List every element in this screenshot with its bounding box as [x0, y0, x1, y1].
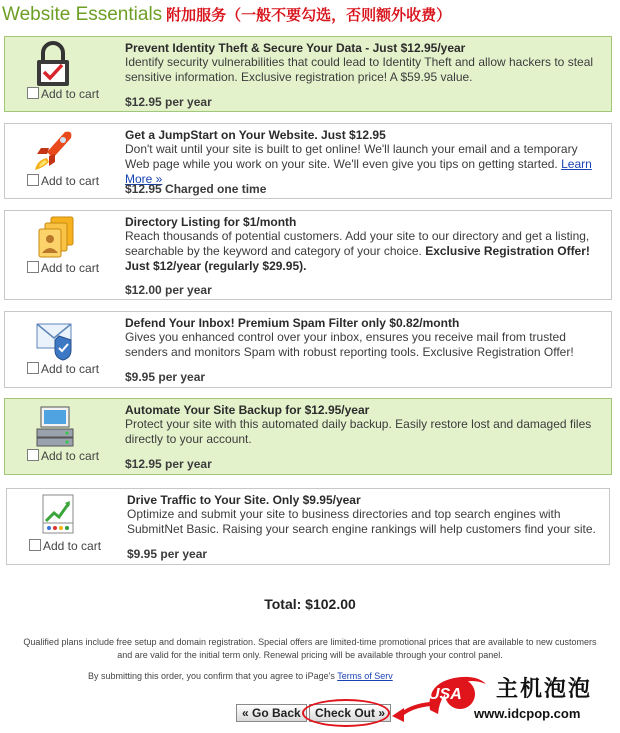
checkbox-box[interactable] — [29, 539, 41, 551]
addon-title: Prevent Identity Theft & Secure Your Data - Just $12.95/year — [125, 41, 466, 55]
traffic-chart-icon — [27, 493, 83, 539]
checkout-highlight-circle — [302, 699, 390, 727]
order-total: Total: $102.00 — [264, 596, 356, 612]
addon-jumpstart — [4, 123, 612, 199]
addon-security — [4, 36, 612, 112]
security-lock-icon — [25, 41, 81, 87]
checkbox-box[interactable] — [27, 362, 39, 374]
rocket-icon — [25, 128, 81, 174]
addon-title: Defend Your Inbox! Premium Spam Filter only $0.82/month — [125, 316, 460, 330]
watermark-url: www.idcpop.com — [474, 706, 581, 721]
addon-title: Drive Traffic to Your Site. Only $9.95/year — [127, 493, 361, 507]
addon-price: $9.95 per year — [125, 370, 206, 384]
checkbox-box[interactable] — [27, 261, 39, 273]
watermark-badge: USA — [428, 686, 462, 703]
addon-description — [125, 142, 605, 187]
add-to-cart-label: Add to cart — [43, 539, 102, 553]
addon-description: Optimize and submit your site to business directories and top search engines with SubmitNet Basic. Raising your search engine rankings will help customers find your site. — [127, 507, 596, 536]
addon-price: $12.95 per year — [125, 457, 212, 471]
add-to-cart-checkbox[interactable] — [27, 362, 99, 376]
addon-title: Get a JumpStart on Your Website. Just $12.95 — [125, 128, 386, 142]
addon-drive-traffic — [6, 488, 610, 565]
add-to-cart-checkbox[interactable] — [27, 87, 99, 101]
directory-cards-icon — [25, 215, 81, 261]
checkbox-box[interactable] — [27, 87, 39, 99]
addon-description: Gives you enhanced control over your inbox, ensures you receive mail from trusted senders and monitors Spam with robust reporting tools. Exclusive Registration Offer! — [125, 330, 574, 359]
add-to-cart-label: Add to cart — [41, 87, 100, 101]
agreement-text: By submitting this order, you confirm that you agree to iPage's — [88, 671, 335, 681]
terms-of-service-link[interactable]: Terms of Serv — [337, 671, 393, 681]
add-to-cart-checkbox[interactable] — [29, 539, 101, 553]
checkbox-box[interactable] — [27, 174, 39, 186]
add-to-cart-checkbox[interactable] — [27, 261, 99, 275]
add-to-cart-label: Add to cart — [41, 449, 100, 463]
disclaimer-text: Qualified plans include free setup and domain registration. Special offers are limited-time promotional prices that are available to new customers and are valid for the initial term only. Renewal pricing will be available through your control panel. — [23, 637, 597, 660]
add-to-cart-checkbox[interactable] — [27, 174, 99, 188]
check-out-button[interactable]: Check Out » — [309, 704, 391, 722]
addon-description: Identify security vulnerabilities that could lead to Identity Theft and allow hackers to steal sensitive information. Exclusive registration price! A $59.95 value. — [125, 55, 594, 84]
section-note: 附加服务（一般不要勾选，否则额外收费） — [166, 7, 452, 24]
addon-directory — [4, 210, 612, 300]
watermark-name: 主机泡泡 — [496, 676, 593, 701]
addon-description: Protect your site with this automated daily backup. Easily restore lost and damaged files directly to your account. — [125, 417, 592, 446]
addon-price: $12.95 per year — [125, 95, 212, 109]
backup-server-icon — [25, 403, 81, 449]
addon-spam-filter — [4, 311, 612, 388]
addon-description-text: Don't wait until your site is built to get online! We'll launch your email and a temporary Web page while you work on your site. We'll even give you tips on getting started. — [125, 142, 578, 171]
mail-shield-icon — [25, 316, 81, 362]
section-title: Website Essentials — [2, 4, 163, 25]
learn-more-link[interactable]: Learn More » — [125, 157, 592, 186]
go-back-button[interactable]: « Go Back — [236, 704, 307, 722]
addon-backup — [4, 398, 612, 475]
add-to-cart-label: Add to cart — [41, 174, 100, 188]
addon-offer-text: Exclusive Registration Offer! Just $12/year (regularly $29.95). — [125, 244, 590, 273]
watermark-logo — [424, 668, 620, 730]
terms-agreement — [88, 671, 393, 681]
addon-title: Automate Your Site Backup for $12.95/year — [125, 403, 370, 417]
checkbox-box[interactable] — [27, 449, 39, 461]
add-to-cart-label: Add to cart — [41, 261, 100, 275]
addon-description-text: Reach thousands of potential customers. Add your site to our directory and get a listing, searchable by the keyword and category of your choice. — [125, 229, 590, 258]
addon-description — [125, 229, 605, 274]
addon-price: $12.95 Charged one time — [125, 182, 267, 196]
add-to-cart-checkbox[interactable] — [27, 449, 99, 463]
section-header — [2, 4, 451, 26]
addon-price: $12.00 per year — [125, 283, 212, 297]
addon-title: Directory Listing for $1/month — [125, 215, 297, 229]
addon-price: $9.95 per year — [127, 547, 208, 561]
add-to-cart-label: Add to cart — [41, 362, 100, 376]
